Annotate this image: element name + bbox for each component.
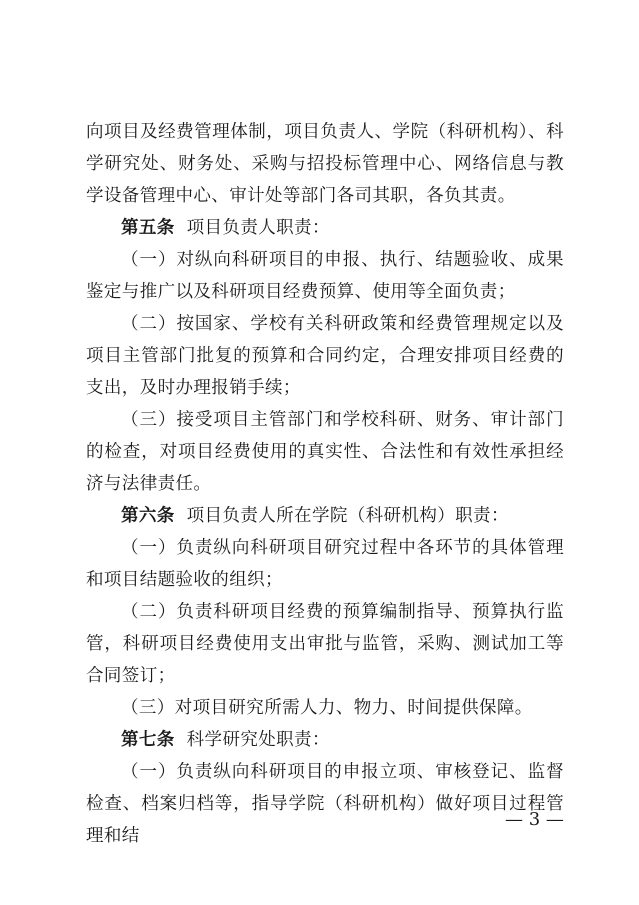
paragraph-text: （三）对项目研究所需人力、物力、时间提供保障。 — [121, 698, 533, 718]
article-6-text: 项目负责人所在学院（科研机构）职责： — [186, 506, 509, 526]
paragraph-text: （一）对纵向科研项目的申报、执行、结题验收、成果鉴定与推广以及科研项目经费预算、使用等全面负责； — [86, 250, 564, 302]
article-7-title — [86, 724, 564, 756]
document-body — [86, 116, 564, 852]
paragraph-text: （二）负责科研项目经费的预算编制指导、预算执行监管，科研项目经费使用支出审批与监管，采购、测试加工等合同签订； — [86, 602, 564, 686]
article-5-item-1 — [86, 244, 564, 308]
paragraph-text: （一）负责纵向科研项目研究过程中各环节的具体管理和项目结题验收的组织； — [86, 538, 564, 590]
paragraph-text: （三）接受项目主管部门和学校科研、财务、审计部门的检查，对项目经费使用的真实性、合法性和有效性承担经济与法律责任。 — [86, 410, 564, 494]
article-6-item-3 — [86, 692, 564, 724]
paragraph-text: 向项目及经费管理体制，项目负责人、学院（科研机构）、科学研究处、财务处、采购与招投标管理中心、网络信息与教学设备管理中心、审计处等部门各司其职，各负其责。 — [86, 122, 564, 206]
article-5-item-3 — [86, 404, 564, 500]
paragraph-text: （二）按国家、学校有关科研政策和经费管理规定以及项目主管部门批复的预算和合同约定，合理安排项目经费的支出，及时办理报销手续； — [86, 314, 564, 398]
article-6-title — [86, 500, 564, 532]
paragraph-text: （一）负责纵向科研项目的申报立项、审核登记、监督检查、档案归档等，指导学院（科研机构）做好项目过程管理和结 — [86, 762, 564, 846]
article-7-heading: 第七条 — [121, 730, 175, 750]
article-5-item-2 — [86, 308, 564, 404]
article-6-heading: 第六条 — [121, 506, 175, 526]
article-6-item-2 — [86, 596, 564, 692]
paragraph-continuation — [86, 116, 564, 212]
page-number: — 3 — — [505, 809, 564, 830]
article-5-title — [86, 212, 564, 244]
article-7-item-1 — [86, 756, 564, 852]
article-6-item-1 — [86, 532, 564, 596]
article-5-heading: 第五条 — [121, 218, 175, 238]
article-5-text: 项目负责人职责： — [186, 218, 330, 238]
article-7-text: 科学研究处职责： — [186, 730, 330, 750]
